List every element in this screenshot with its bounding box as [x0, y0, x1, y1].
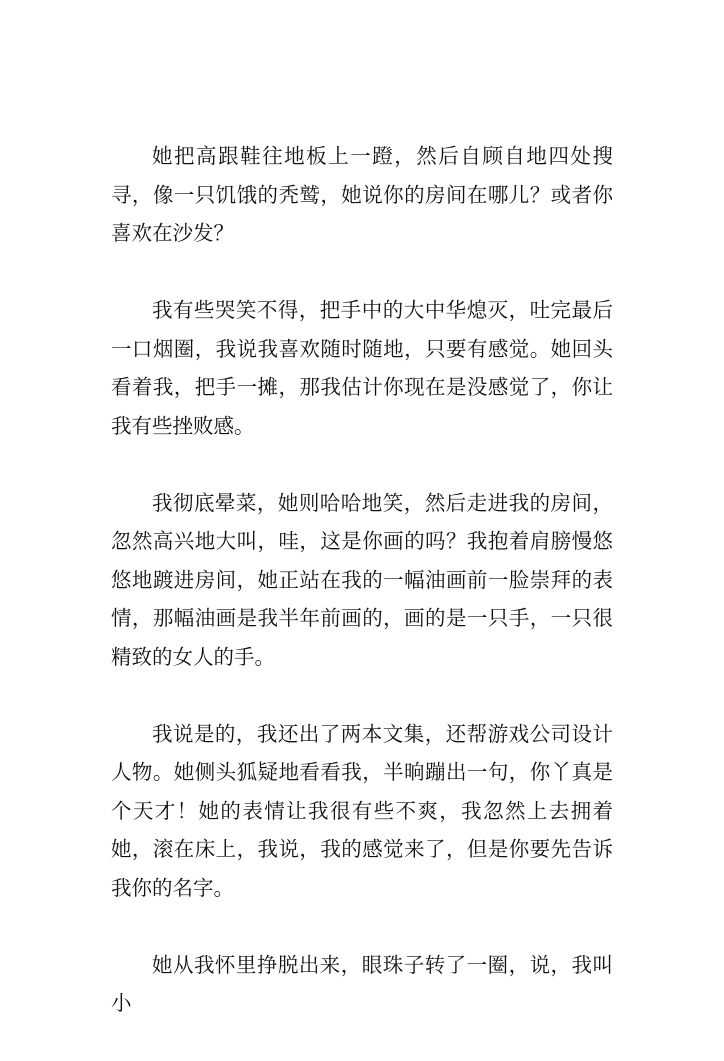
paragraph-5: 她从我怀里挣脱出来，眼珠子转了一圈，说，我叫小 — [111, 952, 613, 1015]
paragraph-2: 我有些哭笑不得，把手中的大中华熄灭，吐完最后一口烟圈，我说我喜欢随时随地，只要有感觉。她回头看着我，把手一摊，那我估计你现在是没感觉了，你让我有些挫败感。 — [111, 298, 613, 438]
document-page — [111, 137, 613, 1061]
paragraph-3: 我彻底晕菜，她则哈哈地笑，然后走进我的房间，忽然高兴地大叫，哇，这是你画的吗？我抱着肩膀慢悠悠地踱进房间，她正站在我的一幅油画前一脸崇拜的表情，那幅油画是我半年前画的，画的是一只手，一只很精致的女人的手。 — [111, 490, 613, 669]
paragraph-1: 她把高跟鞋往地板上一蹬，然后自顾自地四处搜寻，像一只饥饿的秃鹫，她说你的房间在哪儿？或者你喜欢在沙发？ — [111, 144, 613, 245]
paragraph-4: 我说是的，我还出了两本文集，还帮游戏公司设计人物。她侧头狐疑地看看我，半晌蹦出一句，你丫真是个天才！她的表情让我很有些不爽，我忽然上去拥着她，滚在床上，我说，我的感觉来了，但是你要先告诉我你的名字。 — [111, 721, 613, 900]
